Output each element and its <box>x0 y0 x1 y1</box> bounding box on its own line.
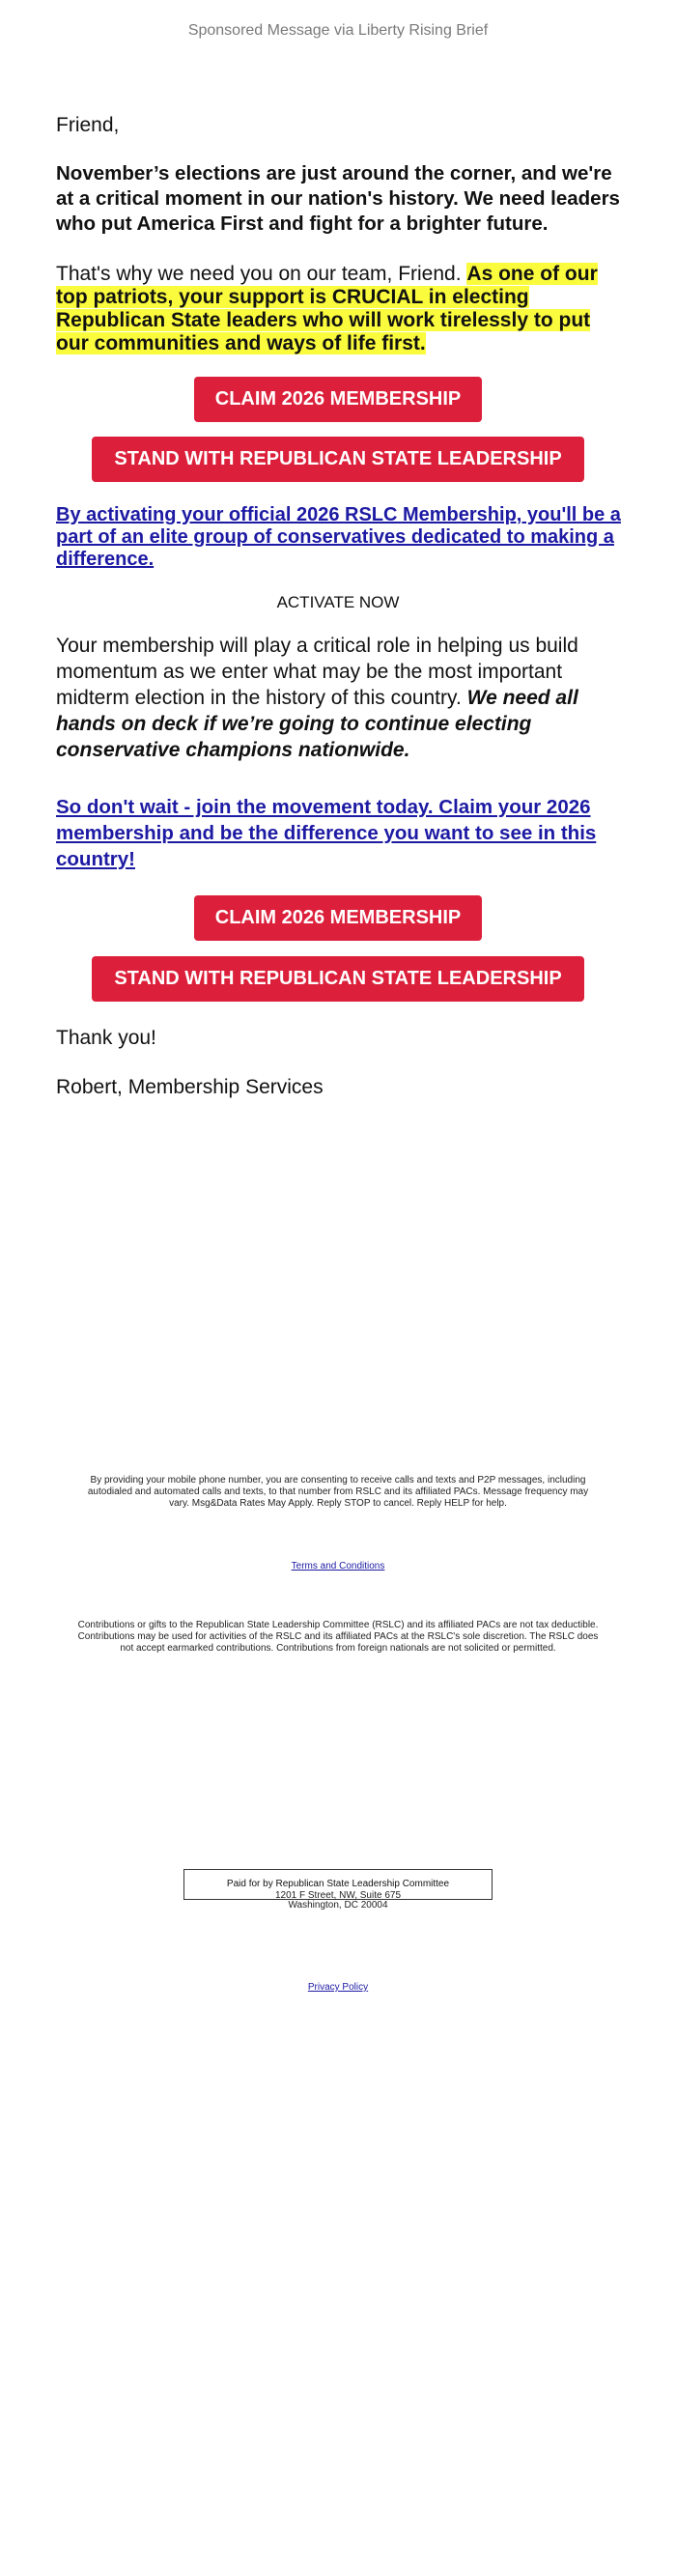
activate-now-text: ACTIVATE NOW <box>276 593 400 611</box>
address-line-1: 1201 F Street, NW, Suite 675 <box>274 1890 402 1901</box>
intro-paragraph: November’s elections are just around the corner, and we're at a critical moment in our nation's history. We need leaders who put America First and fight for a brighter future. <box>56 162 620 235</box>
claim-membership-button[interactable]: CLAIM 2026 MEMBERSHIP <box>194 377 482 422</box>
contributions-disclaimer: Contributions or gifts to the Republican State Leadership Committee (RSLC) and its affiliated PACs are not tax deductible. Contributions may be used for activities of the RSLC and its affiliated PACs at the RSLC's sole discretion. The RSLC does not accept earmarked contributions. Contributions from foreign nationals are not solicited or permitted. <box>77 1620 599 1654</box>
activate-membership-link[interactable]: By activating your official 2026 RSLC Membership, you'll be a part of an elite group of conservatives dedicated to making a difference. <box>56 504 621 570</box>
all-hands-text: We need all hands on deck if we’re going to continue electing conservative champions nationwide. <box>56 687 578 761</box>
privacy-policy-link[interactable]: Privacy Policy <box>307 1982 369 1993</box>
membership-paragraph <box>56 633 624 763</box>
sponsor-line: Sponsored Message via Liberty Rising Brief <box>187 22 489 39</box>
support-text: That's why we need you on our team, Friend. <box>56 263 467 285</box>
join-movement-link[interactable]: So don't wait - join the movement today. Claim your 2026 membership and be the difference you want to see in this country! <box>56 796 597 870</box>
paid-for-box: Paid for by Republican State Leadership Committee <box>183 1869 493 1900</box>
highlighted-support-text: As one of our top patriots, your support is CRUCIAL in electing Republican State leaders who will work tirelessly to put our communities and ways of life first. <box>56 263 598 354</box>
stand-with-leadership-button[interactable]: STAND WITH REPUBLICAN STATE LEADERSHIP <box>92 437 584 482</box>
thank-you-text: Thank you! <box>56 1027 156 1049</box>
address-line-2: Washington, DC 20004 <box>288 1900 388 1911</box>
support-paragraph <box>56 263 624 355</box>
terms-link[interactable]: Terms and Conditions <box>291 1561 385 1571</box>
greeting: Friend, <box>56 114 120 136</box>
membership-text: Your membership will play a critical role in helping us build momentum as we enter what may be the most important midterm election in the history of this country. <box>56 635 578 709</box>
stand-with-leadership-button-2[interactable]: STAND WITH REPUBLICAN STATE LEADERSHIP <box>92 956 584 1002</box>
claim-membership-button-2[interactable]: CLAIM 2026 MEMBERSHIP <box>194 895 482 941</box>
sms-disclaimer: By providing your mobile phone number, you are consenting to receive calls and texts and P2P messages, including autodialed and automated calls and texts, to that number from RSLC and its affiliated PACs. Message frequency may vary. Msg&Data Rates May Apply. Reply STOP to cancel. Reply HELP for help. <box>87 1475 589 1509</box>
signature: Robert, Membership Services <box>56 1076 324 1098</box>
